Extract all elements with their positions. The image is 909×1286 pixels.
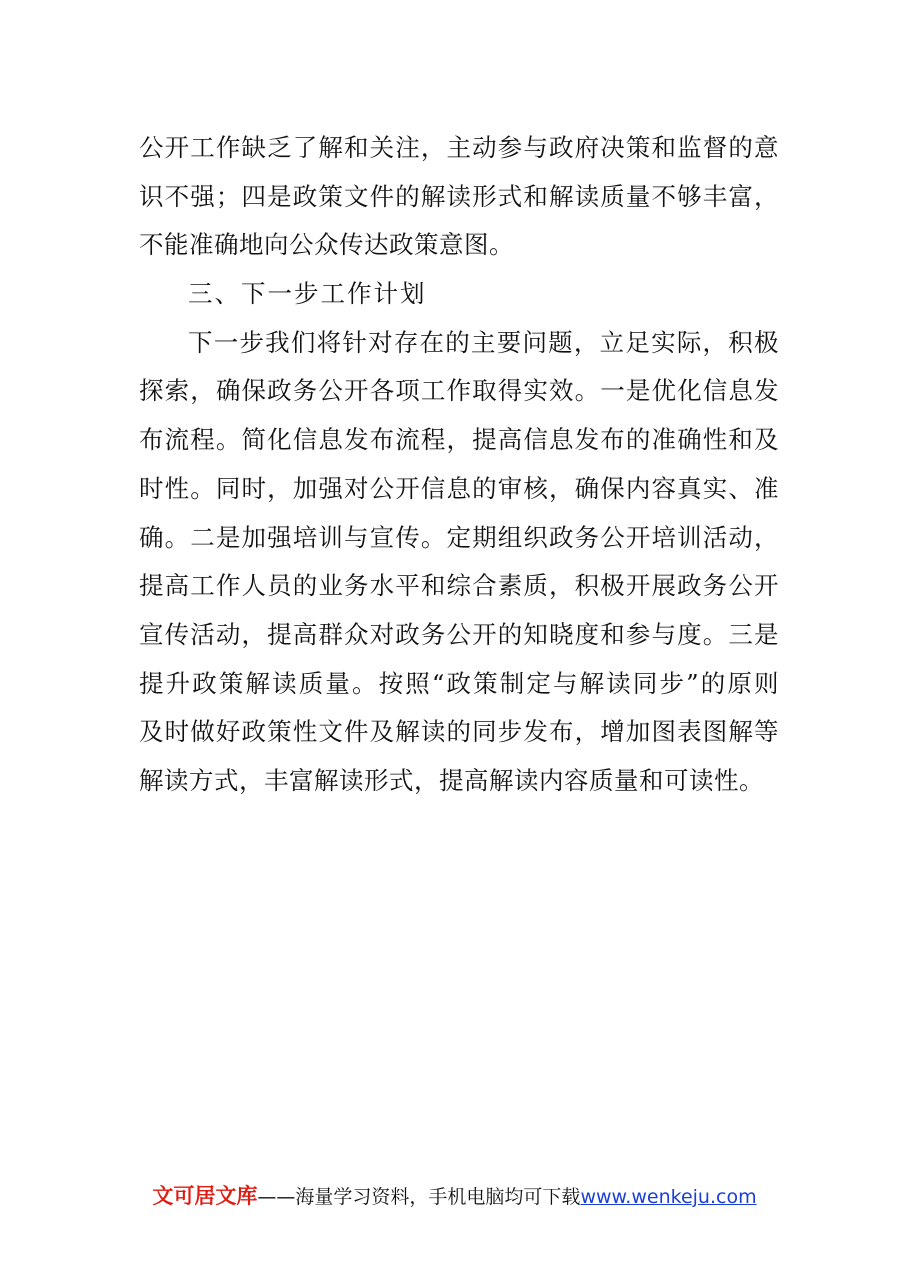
page-footer: [0, 1180, 909, 1210]
paragraph-line: 探索，确保政务公开各项工作取得实效。一是优化信息发: [139, 376, 779, 406]
paragraph-line: 下一步我们将针对存在的主要问题，立足实际，积极: [188, 327, 779, 357]
paragraph-line: 时性。同时，加强对公开信息的审核，确保内容真实、准: [139, 473, 779, 503]
paragraph-line: 不能准确地向公众传达政策意图。: [139, 230, 514, 260]
document-body: [139, 124, 779, 806]
paragraph-line: 布流程。简化信息发布流程，提高信息发布的准确性和及: [139, 425, 779, 455]
paragraph-line: 宣传活动，提高群众对政务公开的知晓度和参与度。三是: [139, 619, 779, 649]
paragraph-line: 提高工作人员的业务水平和综合素质，积极开展政务公开: [139, 571, 779, 601]
paragraph-line: 解读方式，丰富解读形式，提高解读内容质量和可读性。: [139, 765, 764, 795]
paragraph-line: 确。二是加强培训与宣传。定期组织政务公开培训活动，: [139, 522, 779, 552]
footer-website-link[interactable]: www.wenkeju.com: [580, 1186, 757, 1208]
paragraph-line: 识不强；四是政策文件的解读形式和解读质量不够丰富，: [139, 181, 779, 211]
footer-tagline: ——海量学习资料，手机电脑均可下载: [257, 1186, 581, 1208]
paragraph-line: 提升政策解读质量。按照“政策制定与解读同步”的原则: [139, 668, 779, 698]
paragraph-line: 及时做好政策性文件及解读的同步发布，增加图表图解等: [139, 717, 779, 747]
section-heading: 三、下一步工作计划: [188, 279, 427, 309]
paragraph-line: 公开工作缺乏了解和关注，主动参与政府决策和监督的意: [139, 133, 779, 162]
footer-brand: 文可居文库: [152, 1184, 258, 1208]
